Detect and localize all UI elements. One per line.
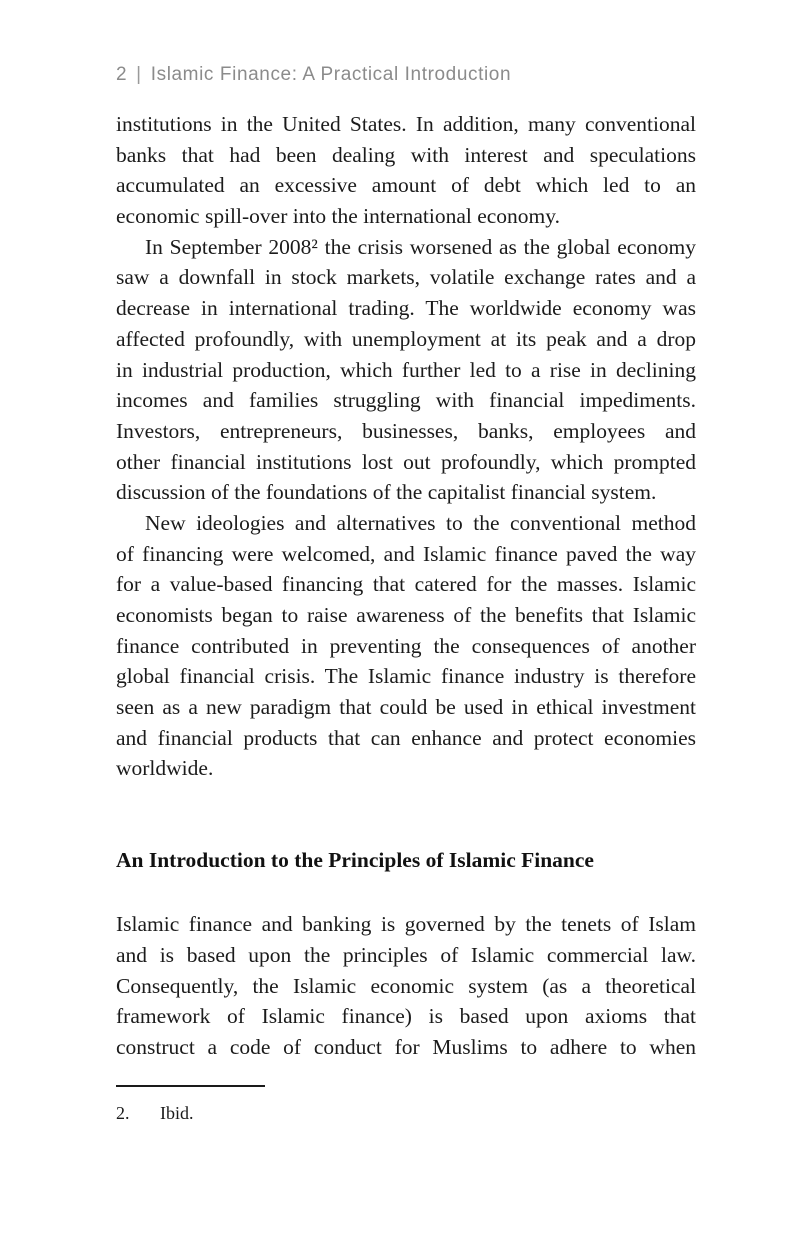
paragraph [116,232,696,508]
text-line: and financial products that can enhance and protect economies [116,725,696,750]
paragraph [116,109,696,232]
text-line: finance contributed in preventing the consequences of another [116,633,696,658]
text-line: banks that had been dealing with interest and speculations [116,142,696,167]
book-title: Islamic Finance: A Practical Introduction [150,64,512,85]
text-line: New ideologies and alternatives to the conventional method [145,510,696,535]
body-paragraphs [116,109,696,784]
text-line: of financing were welcomed, and Islamic finance paved the way [116,541,696,566]
footnote-rule [116,1085,265,1087]
text-line: framework of Islamic finance) is based upon axioms that [116,1004,696,1029]
text-line: and is based upon the principles of Islamic commercial law. [116,942,696,967]
text-line: discussion of the foundations of the capitalist financial system. [116,480,657,505]
text-line: other financial institutions lost out profoundly, which prompted [116,449,696,474]
running-header [116,62,696,88]
text-line: institutions in the United States. In addition, many conventional [116,112,696,136]
text-line: worldwide. [116,756,214,781]
text-line: Islamic finance and banking is governed by the tenets of Islam [116,912,696,937]
text-line: affected profoundly, with unemployment at its peak and a drop [116,326,696,351]
body-text [116,109,696,1125]
header-separator: | [136,64,142,85]
text-line: incomes and families struggling with financial impediments. [116,388,696,413]
text-line: economists began to raise awareness of the benefits that Islamic [116,603,696,627]
text-line: accumulated an excessive amount of debt which led to an [116,173,696,198]
text-line: economic spill-over into the international economy. [116,204,561,229]
section-heading: An Introduction to the Principles of Islamic Finance [116,848,594,873]
footnote [116,1101,696,1125]
text-line: Consequently, the Islamic economic system (as a theoretical [116,973,696,998]
text-line: saw a downfall in stock markets, volatile exchange rates and a [116,265,696,290]
section-paragraphs [116,909,696,1062]
text-line: seen as a new paradigm that could be used in ethical investment [116,695,696,720]
text-line: In September 2008² the crisis worsened as the global economy [145,234,696,259]
footnote-marker: 2. [116,1102,130,1123]
text-line: construct a code of conduct for Muslims to adhere to when [116,1034,696,1059]
page-content [116,62,696,1125]
text-line: Investors, entrepreneurs, businesses, banks, employees and [116,418,696,443]
footnote-text: Ibid. [160,1102,194,1123]
footnote-block [116,1085,696,1125]
paragraph [116,508,696,784]
text-line: for a value-based financing that catered for the masses. Islamic [116,572,696,597]
page-number: 2 [116,64,128,85]
paragraph [116,909,696,1062]
text-line: in industrial production, which further led to a rise in declining [116,357,696,382]
text-line: decrease in international trading. The worldwide economy was [116,296,696,321]
text-line: global financial crisis. The Islamic finance industry is therefore [116,664,696,689]
